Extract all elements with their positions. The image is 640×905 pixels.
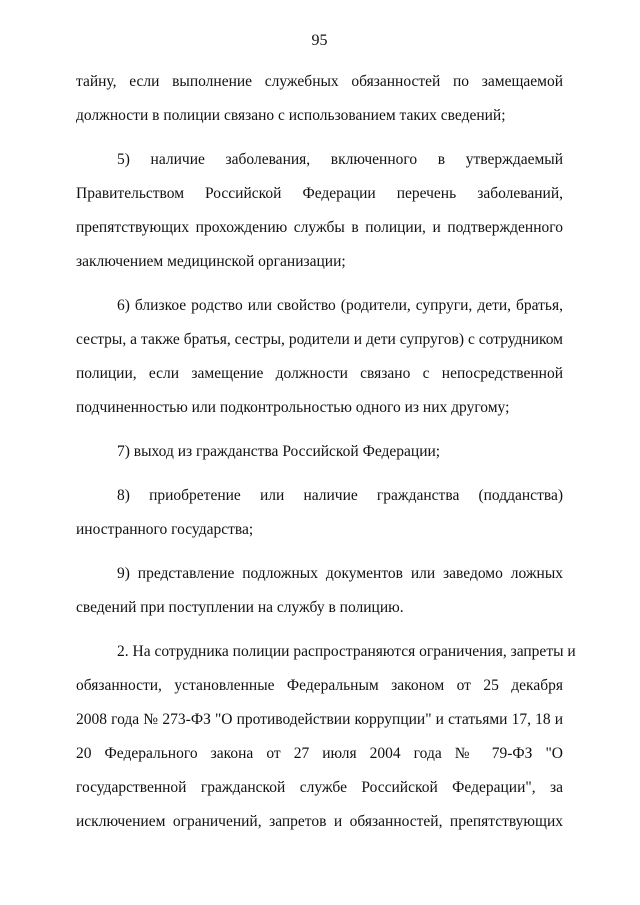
document-page — [76, 30, 576, 849]
text-line: препятствующих прохождению службы в полиции, и подтвержденного — [76, 219, 563, 236]
paragraph-item-5 — [76, 143, 563, 279]
paragraph-item-6 — [76, 289, 563, 425]
page-number: 95 — [311, 32, 328, 49]
text-line: Правительством Российской Федерации перечень заболеваний, — [76, 185, 563, 202]
text-line: 2. На сотрудника полиции распространяются ограничения, запреты и — [117, 643, 576, 660]
text-line: 7) выход из гражданства Российской Федерации; — [117, 443, 441, 460]
text-line: тайну, если выполнение служебных обязанностей по замещаемой — [76, 73, 563, 90]
text-line: 5) наличие заболевания, включенного в утверждаемый — [117, 151, 563, 168]
text-line: должности в полиции связано с использованием таких сведений; — [76, 107, 506, 124]
paragraph-item-8 — [76, 479, 563, 547]
text-line: 8) приобретение или наличие гражданства (подданства) — [117, 487, 563, 504]
text-line: 9) представление подложных документов или заведомо ложных — [117, 565, 563, 582]
text-line: 6) близкое родство или свойство (родители, супруги, дети, братья, — [117, 297, 563, 314]
paragraph-continuation — [76, 65, 563, 133]
text-line: подчиненностью или подконтрольностью одного из них другому; — [76, 399, 510, 416]
text-line: иностранного государства; — [76, 521, 254, 538]
text-line: сведений при поступлении на службу в полицию. — [76, 599, 404, 616]
text-line: обязанности, установленные Федеральным законом от 25 декабря — [76, 677, 563, 694]
text-line: 20 Федерального закона от 27 июля 2004 года № 79-ФЗ "О — [76, 745, 563, 762]
text-line: полиции, если замещение должности связано с непосредственной — [76, 365, 563, 382]
paragraph-section-2 — [76, 635, 576, 839]
text-line: государственной гражданской службе Российской Федерации", за — [76, 779, 563, 796]
paragraph-item-7 — [76, 435, 563, 469]
text-line: 2008 года № 273-ФЗ "О противодействии коррупции" и статьями 17, 18 и — [76, 711, 563, 728]
text-line: сестры, а также братья, сестры, родители и дети супругов) с сотрудником — [76, 331, 563, 348]
text-line: заключением медицинской организации; — [76, 253, 346, 270]
paragraph-item-9 — [76, 557, 563, 625]
text-line: исключением ограничений, запретов и обязанностей, препятствующих — [76, 813, 563, 830]
